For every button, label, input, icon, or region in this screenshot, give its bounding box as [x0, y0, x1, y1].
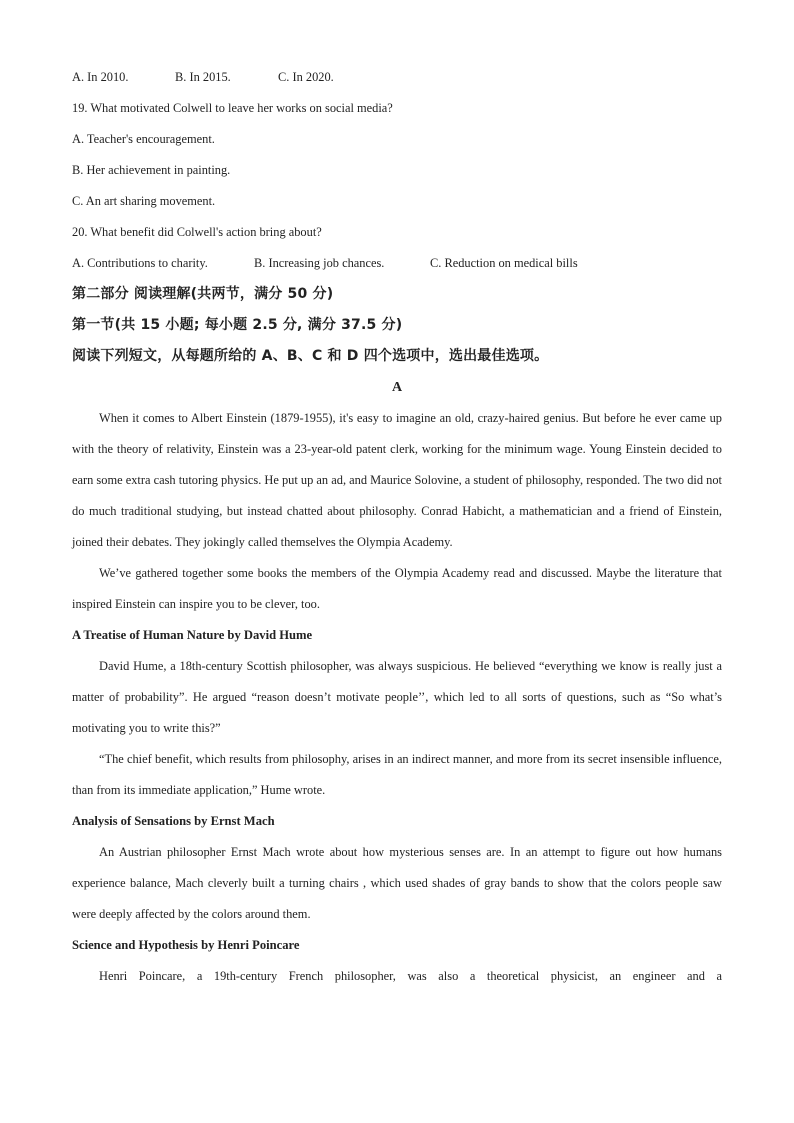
- q20-option-b: B. Increasing job chances.: [254, 256, 385, 270]
- book-heading-hume: A Treatise of Human Nature by David Hume: [72, 628, 313, 642]
- passage-paragraph-6: Henri Poincare, a 19th-century French philosopher, was also a theoretical physicist, an engineer and a: [99, 969, 722, 983]
- passage-paragraph-2: We’ve gathered together some books the members of the Olympia Academy read and discussed. Maybe the literature that inspired Einstein can inspire you to be clever, too.: [72, 566, 722, 611]
- q19-option-c: C. An art sharing movement.: [72, 194, 216, 208]
- q18-options: [72, 62, 722, 93]
- q20-options: [72, 248, 722, 279]
- q20-stem: 20. What benefit did Colwell's action bring about?: [72, 225, 322, 239]
- book-heading-poincare: Science and Hypothesis by Henri Poincare: [72, 938, 300, 952]
- book-heading-mach: Analysis of Sensations by Ernst Mach: [72, 814, 275, 828]
- reading-instruction: 阅读下列短文，从每题所给的 A、B、C 和 D 四个选项中，选出最佳选项。: [72, 348, 549, 364]
- q20-option-c: C. Reduction on medical bills: [430, 256, 578, 270]
- passage-letter: A: [391, 380, 403, 395]
- q18-option-a: A. In 2010.: [72, 70, 129, 84]
- q20-option-a: A. Contributions to charity.: [72, 256, 208, 270]
- section1-title: 第一节(共 15 小题; 每小题 2.5 分, 满分 37.5 分): [72, 317, 403, 333]
- q18-option-c: C. In 2020.: [278, 70, 334, 84]
- passage-paragraph-4: “The chief benefit, which results from philosophy, arises in an indirect manner, and more from its secret insensible influence, than from its immediate application,” Hume wrote.: [72, 752, 722, 797]
- passage-paragraph-1: When it comes to Albert Einstein (1879-1955), it's easy to imagine an old, crazy-haired genius. But before he ever came up with the theory of relativity, Einstein was a 23-year-old patent clerk, working for the minimum wage. Young Einstein decided to earn some extra cash tutoring physics. He put up an ad, and Maurice Solovine, a student of philosophy, responded. The two did not do much traditional studying, but instead chatted about philosophy. Conrad Habicht, a mathematician and a friend of Einstein, joined their debates. They jokingly called themselves the Olympia Academy.: [72, 411, 722, 549]
- passage-paragraph-5: An Austrian philosopher Ernst Mach wrote about how mysterious senses are. In an attempt to figure out how humans experience balance, Mach cleverly built a turning chairs , which used shades of gray bands to show that the colors people saw were deeply affected by the colors around them.: [72, 845, 722, 921]
- q19-stem: 19. What motivated Colwell to leave her works on social media?: [72, 101, 393, 115]
- q19-option-b: B. Her achievement in painting.: [72, 163, 231, 177]
- passage-paragraph-3: David Hume, a 18th-century Scottish philosopher, was always suspicious. He believed “everything we know is really just a matter of probability”. He argued “reason doesn’t motivate people’’, which led to all sorts of questions, such as “So what’s motivating you to write this?”: [72, 659, 722, 735]
- q19-option-a: A. Teacher's encouragement.: [72, 132, 215, 146]
- document-page: [72, 62, 722, 992]
- q18-option-b: B. In 2015.: [175, 70, 231, 84]
- part2-title: 第二部分 阅读理解(共两节，满分 50 分): [72, 286, 334, 302]
